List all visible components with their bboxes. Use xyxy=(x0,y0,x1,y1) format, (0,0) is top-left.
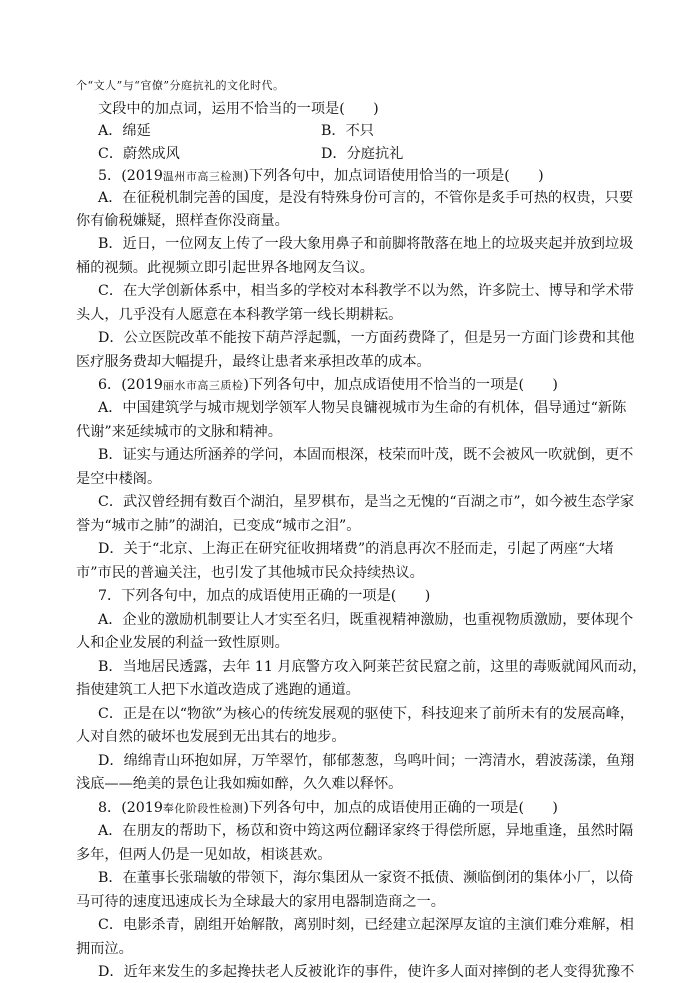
option-text: 誉为“城市之肺”的湖泊，已变成“城市之泪”。 xyxy=(76,518,361,534)
question-stem xyxy=(76,166,658,187)
option-d: D．分庭抗礼 xyxy=(321,146,404,162)
option-text: D．近年来发生的多起搀扶老人反被讹诈的事件，使许多人面对摔倒的老人变得犹豫不 xyxy=(98,964,635,980)
option-row xyxy=(76,144,658,164)
option-text: 你有偷税嫌疑，照样查你没商量。 xyxy=(76,213,289,229)
question-text: )下列各句中，加点成语使用不恰当的一项是( ) xyxy=(243,377,558,393)
text-line: 个“文人”与“官僚”分庭抗礼的文化时代。 xyxy=(76,79,285,92)
question-text: )下列各句中，加点词语使用恰当的一项是( ) xyxy=(243,168,544,184)
option-text: 指使建筑工人把下水道改造成了逃跑的通道。 xyxy=(76,682,360,698)
question-number: 6．(2019 xyxy=(98,377,163,393)
option-text: D．绵绵青山环抱如屏，万竿翠竹，郁郁葱葱，鸟鸣叶间；一湾清水，碧波荡漾，鱼翔 xyxy=(98,753,635,769)
option-text: 是空中楼阁。 xyxy=(76,471,162,487)
option-text: 拥而泣。 xyxy=(76,941,133,957)
option-text: D．关于“北京、上海正在研究征收拥堵费”的消息再次不胫而走，引起了两座“大堵 xyxy=(98,541,614,557)
option-text: B．在董事长张瑞敏的带领下，海尔集团从一家资不抵债、濒临倒闭的集体小厂，以倚 xyxy=(98,870,634,886)
question-stem xyxy=(76,798,658,819)
option-text: 马可待的速度迅速成长为全球最大的家用电器制造商之一。 xyxy=(76,894,445,910)
option-text: 浅底——绝美的景色让我如痴如醉，久久难以释怀。 xyxy=(76,776,403,792)
option-text: A．在朋友的帮助下，杨苡和资中筠这两位翻译家终于得偿所愿，异地重逢，虽然时隔 xyxy=(98,823,634,839)
question-text: )下列各句中，加点的成语使用正确的一项是( ) xyxy=(243,800,558,816)
option-text: C．电影杀青，剧组开始解散，离别时刻，已经建立起深厚友谊的主演们难分难解，相 xyxy=(98,917,634,933)
option-text: B．近日，一位网友上传了一段大象用鼻子和前脚将散落在地上的垃圾夹起并放到垃圾 xyxy=(98,236,634,252)
option-text: 桶的视频。此视频立即引起世界各地网友刍议。 xyxy=(76,260,374,276)
question-number: 5．(2019 xyxy=(98,168,163,184)
option-text: C．在大学创新体系中，相当多的学校对本科教学不以为然，许多院士、博导和学术带 xyxy=(98,283,634,299)
option-text: 人对自然的破坏也发展到无出其右的地步。 xyxy=(76,729,346,745)
source-tag: 温州市高三检测 xyxy=(162,170,244,183)
question-stem: 文段中的加点词，运用不恰当的一项是( ) xyxy=(98,101,379,117)
option-text: A．在征税机制完善的国度，是没有特殊身份可言的，不管你是炙手可热的权贵，只要 xyxy=(98,190,634,206)
option-text: 医疗服务费却大幅提升，最终让患者来承担改革的成本。 xyxy=(76,354,431,370)
option-text: D．公立医院改革不能按下葫芦浮起瓢，一方面药费降了，但是另一方面门诊费和其他 xyxy=(98,330,635,346)
option-text: 多年，但两人仍是一见如故，相谈甚欢。 xyxy=(76,847,332,863)
option-b: B．不只 xyxy=(321,123,374,139)
option-text: A．企业的激励机制要让人才实至名归，既重视精神激励，也重视物质激励，要体现个 xyxy=(98,612,634,628)
option-text: C．正是在以“物欲”为核心的传统发展观的驱使下，科技迎来了前所未有的发展高峰， xyxy=(98,706,635,722)
option-c: C．蔚然成风 xyxy=(98,146,180,162)
option-text: C．武汉曾经拥有数百个湖泊，星罗棋布，是当之无愧的“百湖之市”，如今被生态学家 xyxy=(98,494,635,510)
option-text: 人和企业发展的利益一致性原则。 xyxy=(76,635,289,651)
source-tag: 奉化阶段性检测 xyxy=(162,802,244,815)
question-stem xyxy=(76,375,658,396)
question-stem: 7．下列各句中，加点的成语使用正确的一项是( ) xyxy=(98,588,431,604)
option-a: A．绵延 xyxy=(98,123,151,139)
option-text: 头人，几乎没有人愿意在本科教学第一线长期耕耘。 xyxy=(76,307,403,323)
option-text: B．当地居民透露，去年 11 月底警方攻入阿莱芒贫民窟之前，这里的毒贩就闻风而动， xyxy=(98,659,647,675)
option-text: 市”市民的普遍关注，也引发了其他城市民众持续热议。 xyxy=(76,565,424,581)
option-text: 代谢”来延续城市的文脉和精神。 xyxy=(76,424,282,440)
option-row xyxy=(76,121,658,141)
option-text: B．证实与通达所涵养的学问，本固而根深，枝荣而叶茂，既不会被风一吹就倒，更不 xyxy=(98,447,634,463)
option-text: A．中国建筑学与城市规划学领军人物吴良镛视城市为生命的有机体，倡导通过“新陈 xyxy=(98,400,627,416)
source-tag: 丽水市高三质检 xyxy=(162,379,244,392)
question-number: 8．(2019 xyxy=(98,800,163,816)
